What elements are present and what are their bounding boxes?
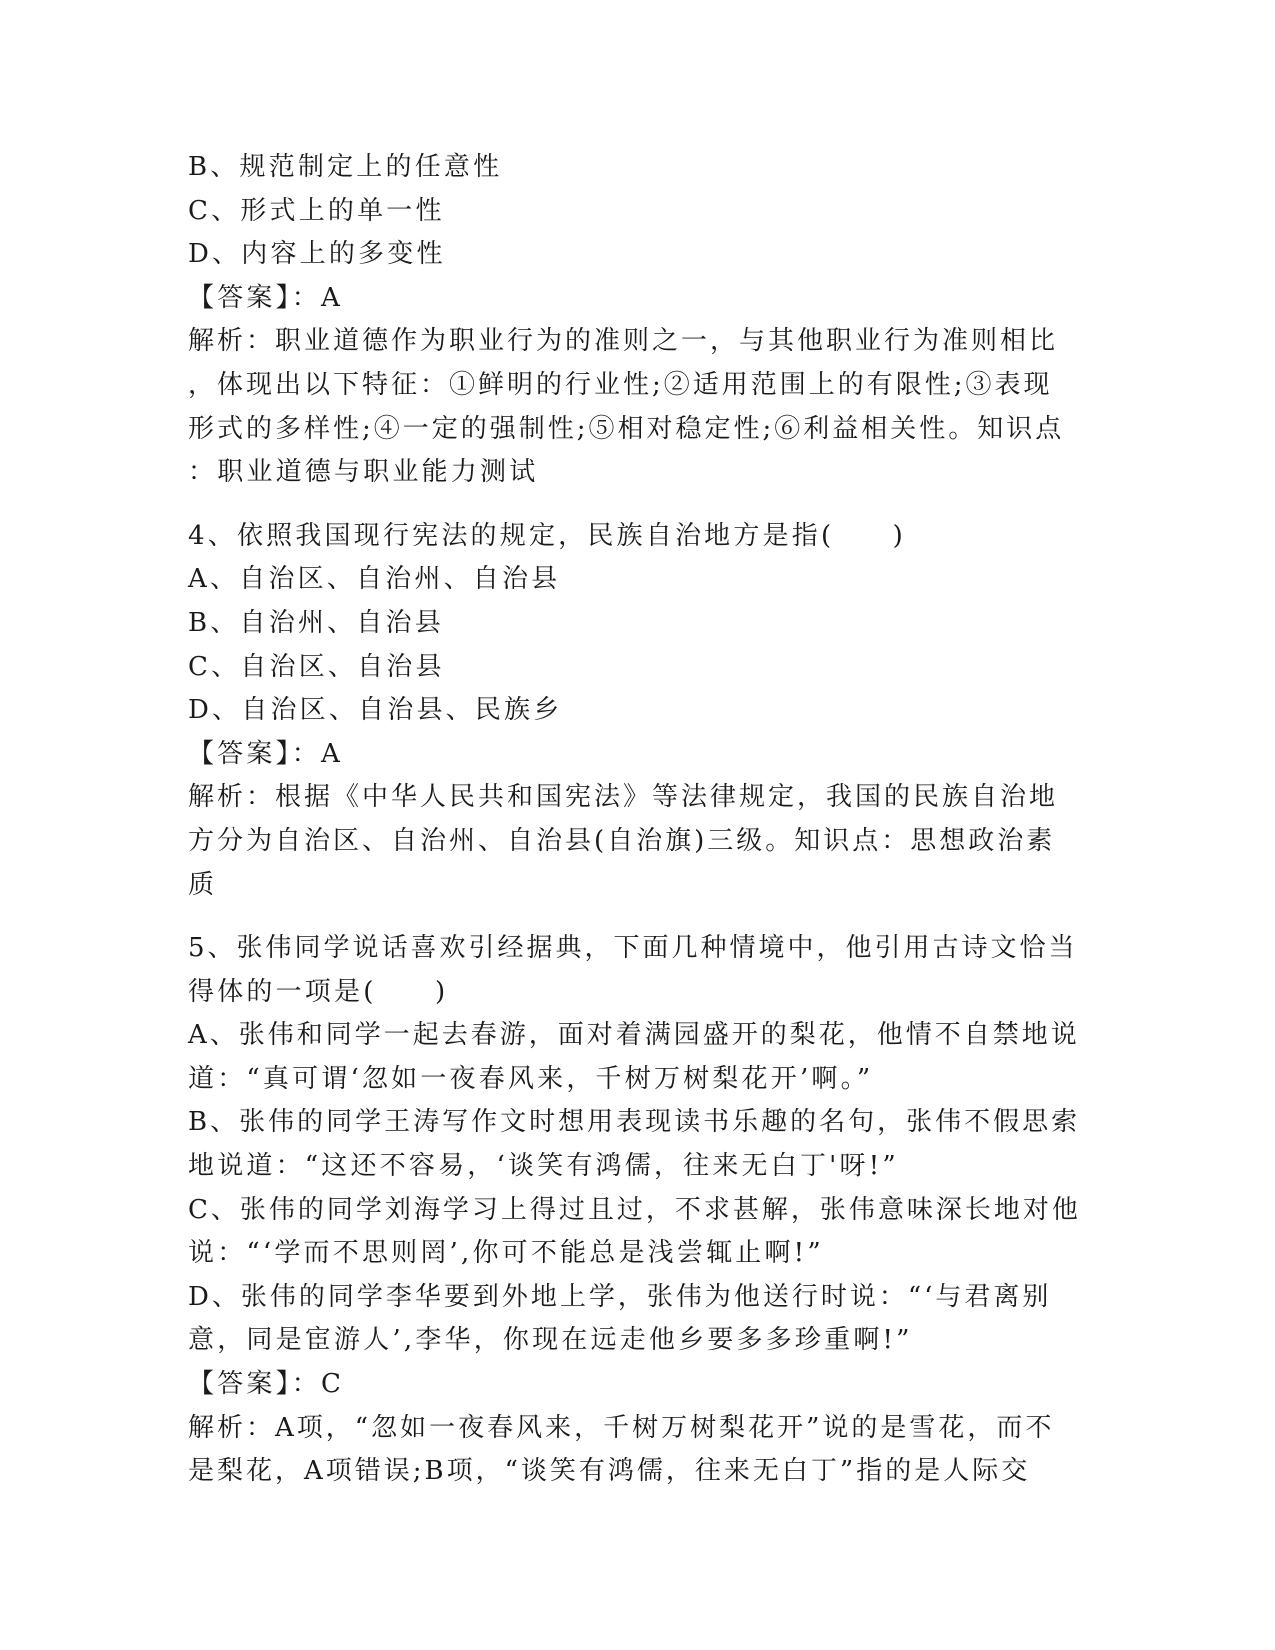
q3-option-b: B、规范制定上的任意性 bbox=[188, 152, 503, 182]
q4-option-a: A、自治区、自治州、自治县 bbox=[188, 564, 561, 595]
q5-option-a-line-1: A、张伟和同学一起去春游，面对着满园盛开的梨花，他情不自禁地说 bbox=[188, 1020, 1080, 1051]
q3-analysis-line-2: ，体现出以下特征：①鲜明的行业性;②适用范围上的有限性;③表现 bbox=[188, 369, 1053, 400]
q5-option-c-line-1: C、张伟的同学刘海学习上得过且过，不求甚解，张伟意味深长地对他 bbox=[188, 1194, 1081, 1225]
q3-answer: 【答案】：A bbox=[188, 282, 343, 313]
q4-option-d: D、自治区、自治县、民族乡 bbox=[188, 695, 563, 726]
q4-answer: 【答案】：A bbox=[188, 738, 343, 769]
q4-analysis-line-3: 质 bbox=[188, 869, 218, 900]
q3-analysis-line-4: ：职业道德与职业能力测试 bbox=[188, 457, 539, 488]
q4-option-c: C、自治区、自治县 bbox=[188, 651, 445, 682]
q4-option-b: B、自治州、自治县 bbox=[188, 607, 444, 638]
q3-option-c: C、形式上的单一性 bbox=[188, 195, 445, 226]
q5-stem-line-2: 得体的一项是( ) bbox=[188, 976, 449, 1007]
q5-option-a-line-2: 道：“真可谓‘忽如一夜春风来，千树万树梨花开’啊。” bbox=[188, 1063, 874, 1094]
question-3-continued bbox=[188, 146, 1093, 495]
question-4 bbox=[188, 515, 1093, 907]
q4-analysis-line-1: 解析：根据《中华人民共和国宪法》等法律规定，我国的民族自治地 bbox=[188, 782, 1059, 813]
q5-option-c-line-2: 说：“‘学而不思则罔’,你可不能总是浅尝辄止啊!” bbox=[188, 1238, 824, 1269]
question-5 bbox=[188, 927, 1093, 1494]
q5-option-b-line-2: 地说道：“这还不容易，‘谈笑有鸿儒，往来无白丁'呀!” bbox=[188, 1151, 899, 1182]
question-gap bbox=[188, 495, 1093, 515]
q5-analysis-line-1: 解析：A项，“忽如一夜春风来，千树万树梨花开”说的是雪花，而不 bbox=[188, 1412, 1055, 1443]
q5-option-d-line-2: 意，同是宦游人’,李华，你现在远走他乡要多多珍重啊!” bbox=[188, 1325, 913, 1356]
q5-option-d-line-1: D、张伟的同学李华要到外地上学，张伟为他送行时说：“‘与君离别 bbox=[188, 1281, 1052, 1312]
document-body bbox=[188, 146, 1093, 1494]
q5-stem-line-1: 5、张伟同学说话喜欢引经据典，下面几种情境中，他引用古诗文恰当 bbox=[188, 933, 1078, 964]
q5-analysis-line-2: 是梨花，A项错误;B项，“谈笑有鸿儒，往来无白丁”指的是人际交 bbox=[188, 1456, 1031, 1487]
q3-analysis-line-3: 形式的多样性;④一定的强制性;⑤相对稳定性;⑥利益相关性。知识点 bbox=[188, 413, 1065, 444]
q5-answer: 【答案】：C bbox=[188, 1369, 345, 1400]
q3-option-d: D、内容上的多变性 bbox=[188, 239, 446, 270]
q5-option-b-line-1: B、张伟的同学王涛写作文时想用表现读书乐趣的名句，张伟不假思索 bbox=[188, 1107, 1081, 1138]
q4-analysis-line-2: 方分为自治区、自治州、自治县(自治旗)三级。知识点：思想政治素 bbox=[188, 825, 1056, 856]
q3-analysis-line-1: 解析：职业道德作为职业行为的准则之一，与其他职业行为准则相比 bbox=[188, 326, 1059, 357]
question-gap bbox=[188, 907, 1093, 927]
q4-stem: 4、依照我国现行宪法的规定，民族自治地方是指( ) bbox=[188, 520, 907, 551]
